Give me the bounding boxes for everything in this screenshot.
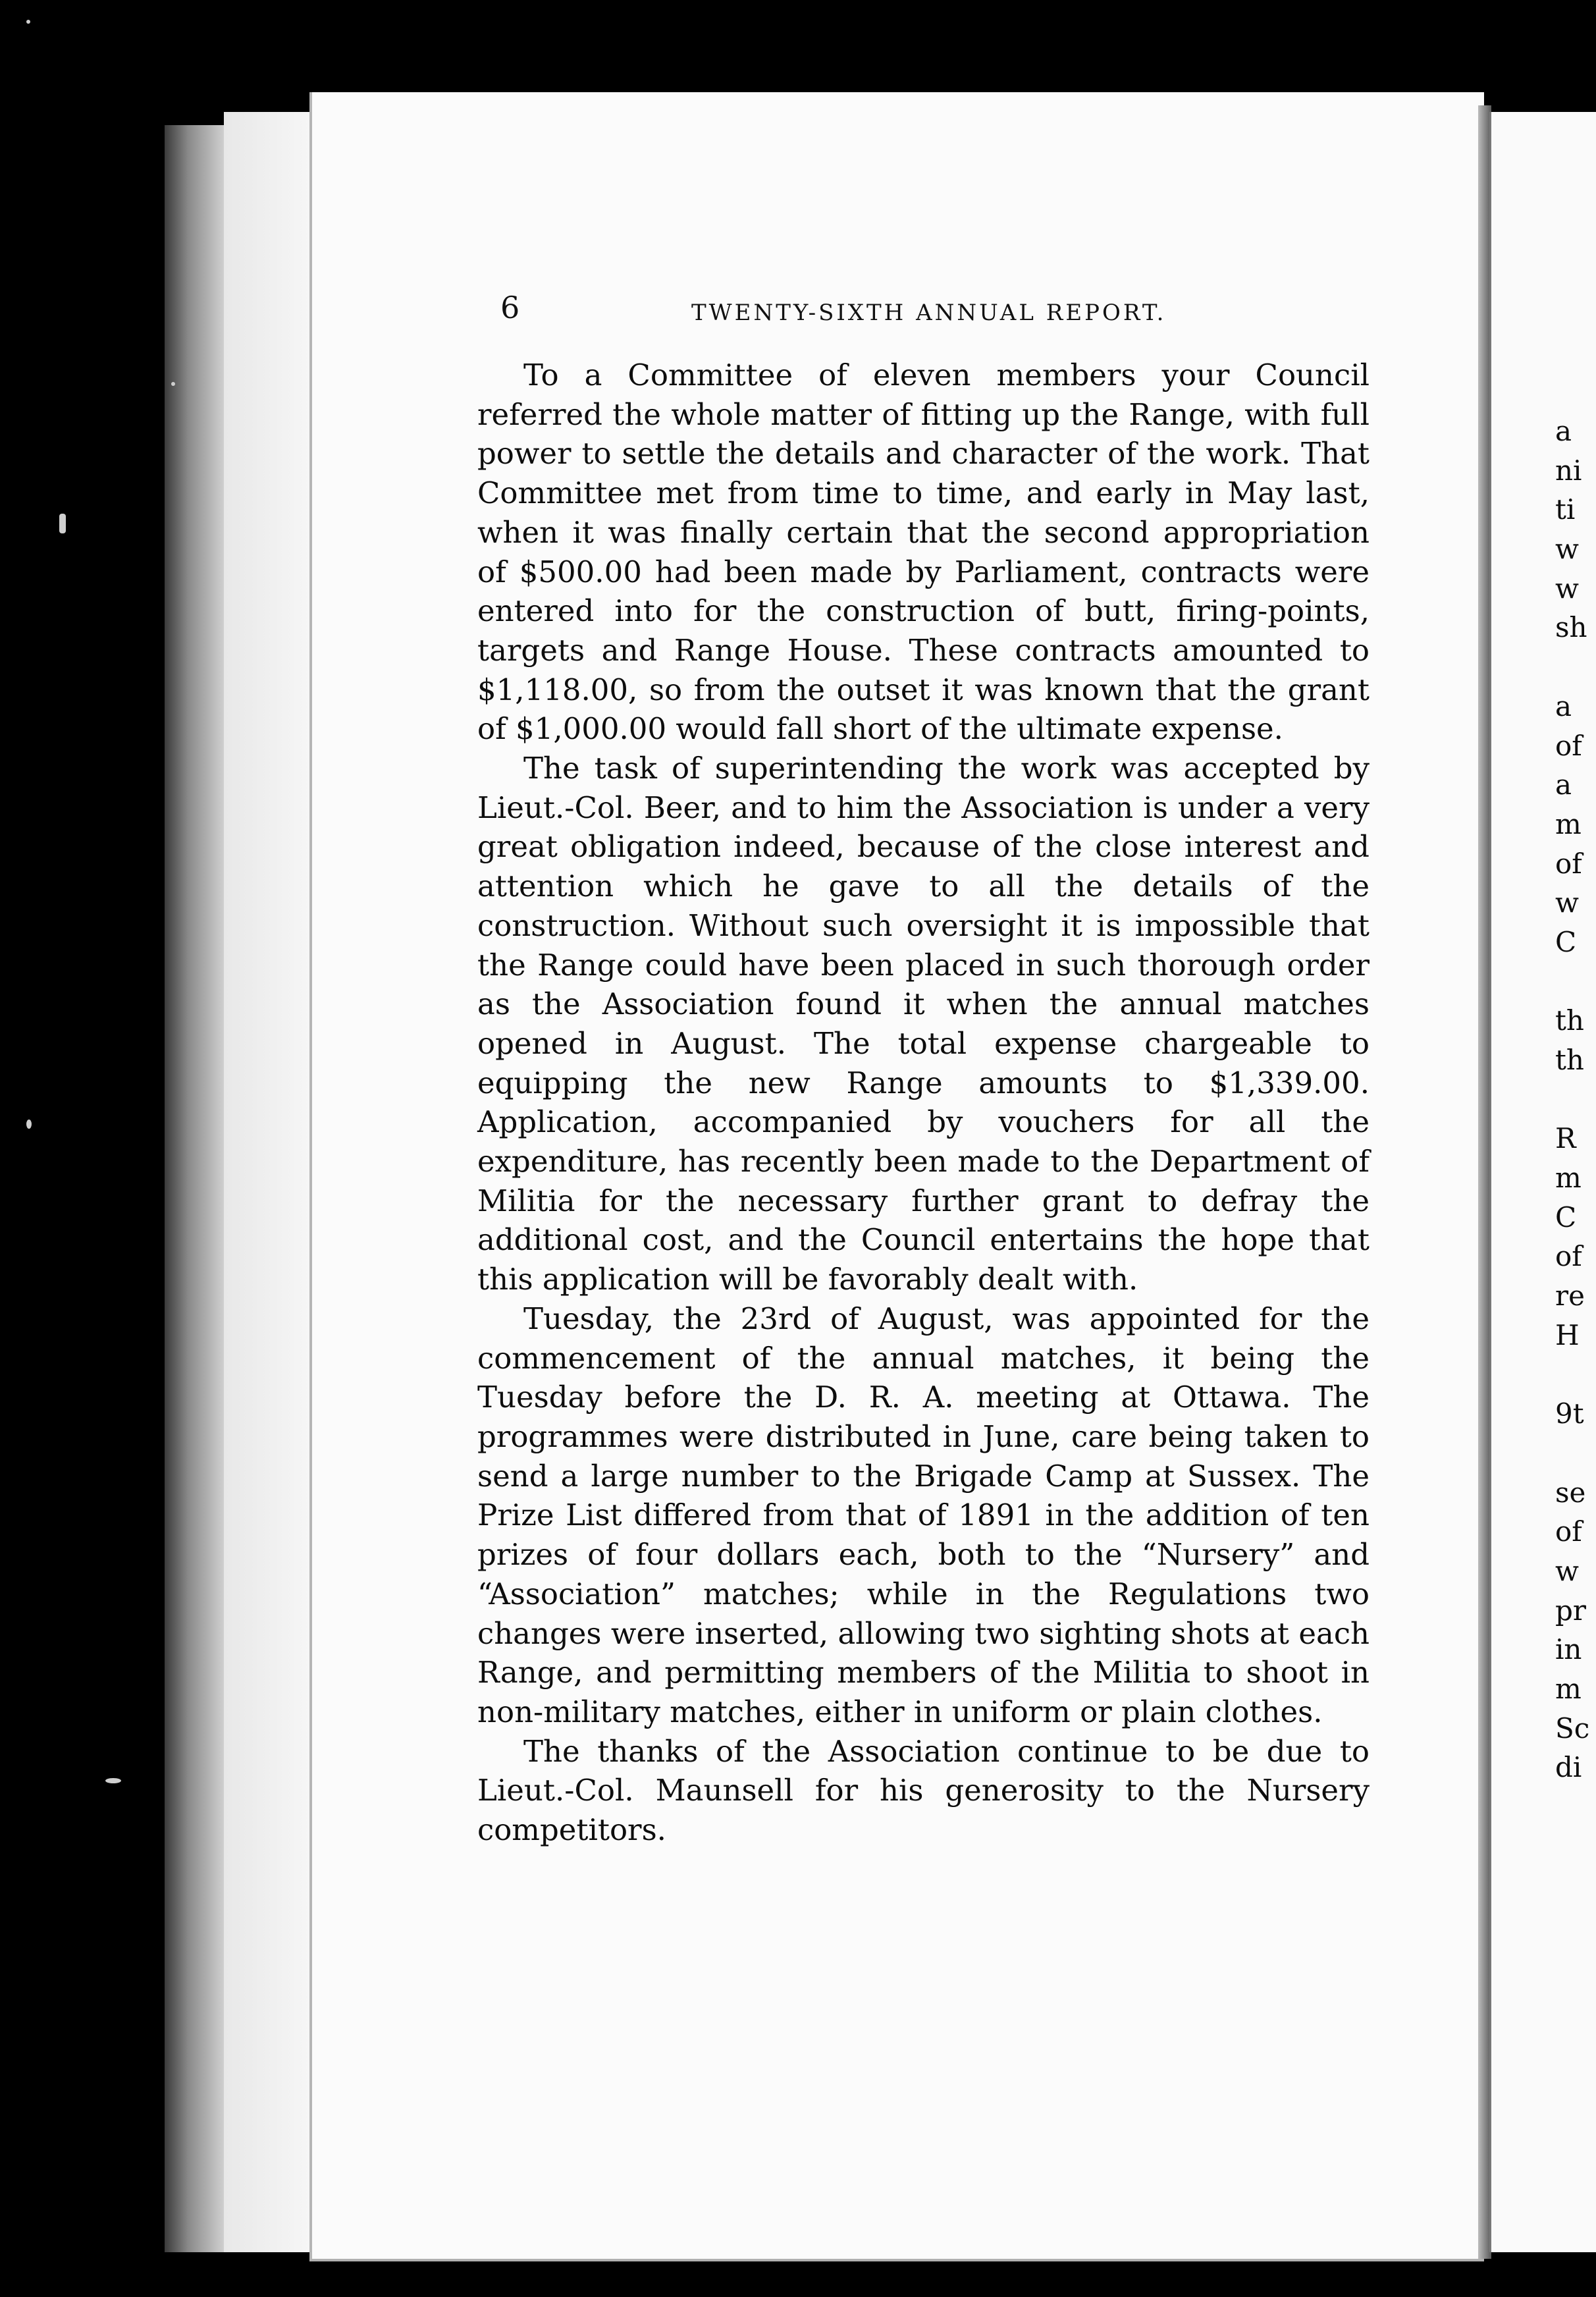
facing-page-fragment: th: [1555, 1004, 1584, 1037]
facing-page-fragment: [1555, 1355, 1596, 1395]
book-edge-shadow: [165, 125, 224, 2252]
book-edge-pages: [224, 112, 318, 2252]
facing-page-fragment: a: [1555, 689, 1572, 722]
facing-page-fragment: w: [1555, 1554, 1579, 1587]
facing-page-fragment: Sc: [1555, 1712, 1590, 1744]
running-head: TWENTY-SIXTH ANNUAL REPORT.: [691, 300, 1167, 326]
facing-page-fragment: sh: [1555, 611, 1587, 644]
facing-page-fragment: of: [1555, 729, 1582, 762]
facing-page-fragment: of: [1555, 847, 1582, 880]
body-text: [477, 356, 1370, 1850]
page-number: 6: [500, 290, 520, 325]
facing-page-fragment: w: [1555, 886, 1579, 919]
facing-page-fragment: di: [1555, 1751, 1582, 1784]
facing-page-fragment: w: [1555, 533, 1579, 566]
facing-page-fragment: [1555, 1434, 1596, 1473]
facing-page-fragment: ti: [1555, 493, 1576, 526]
facing-page-text-fragments: [1555, 412, 1596, 1787]
facing-page-fragment: pr: [1555, 1594, 1586, 1627]
facing-page-fragment: ni: [1555, 454, 1582, 487]
scan-speck: [171, 382, 175, 386]
scan-speck: [26, 20, 30, 24]
facing-page-fragment: se: [1555, 1476, 1586, 1509]
facing-page-fragment: a: [1555, 769, 1572, 801]
paragraph-2: The task of superintending the work was accepted by Lieut.-Col. Beer, and to him the Association is under a very great obligation indeed, because of the close interest and attention which he gave to all the details of the construction. Without such oversight it is impossible that the Range could have been placed in such thorough order as the Association found it when the annual matches opened in August. The total expense chargeable to equipping the new Range amounts to $1,339.00. Application, accompanied by vouchers for all the expenditure, has recently been made to the Department of Militia for the necessary further grant to defray the additional cost, and the Council entertains the hope that this application will be favorably dealt with.: [477, 751, 1370, 1297]
facing-page-fragment: w: [1555, 572, 1579, 605]
paragraph-3: Tuesday, the 23rd of August, was appointed for the commencement of the annual matches, it being the Tuesday before the D. R. A. meeting at Ottawa. The programmes were distributed in June, care being taken to send a large number to the Brigade Camp at Sussex. The Prize List differed from that of 1891 in the addition of ten prizes of four dollars each, both to the “Nursery” and “Association” matches; while in the Regulations two changes were inserted, allowing two sighting shots at each Range, and permitting members of the Militia to shoot in non-military matches, either in uniform or plain clothes.: [477, 1301, 1370, 1729]
facing-page-fragment: a: [1555, 415, 1572, 447]
facing-page-fragment: [1555, 962, 1596, 1002]
facing-page-fragment: [1555, 647, 1596, 687]
facing-page-fragment: R: [1555, 1122, 1576, 1155]
facing-page-fragment: H: [1555, 1318, 1580, 1351]
facing-page-fragment: m: [1555, 1162, 1582, 1195]
facing-page-fragment: of: [1555, 1240, 1582, 1273]
scan-speck: [26, 1120, 32, 1129]
paragraph-1: To a Committee of eleven members your Council referred the whole matter of fitting up the Range, with full power to settle the details and character of the work. That Committee met from time to time, and early in May last, when it was finally certain that the second appropriation of $500.00 had been made by Parliament, contracts were entered into for the construction of butt, firing-points, targets and Range House. These contracts amounted to $1,118.00, so from the outset it was known that the grant of $1,000.00 would fall short of the ultimate expense.: [477, 358, 1370, 747]
scan-speck: [59, 514, 66, 533]
paragraph-4: The thanks of the Association continue to be due to Lieut.-Col. Maunsell for his generosity to the Nursery competitors.: [477, 1733, 1370, 1848]
facing-page-fragment: m: [1555, 807, 1582, 840]
facing-page-fragment: th: [1555, 1044, 1584, 1076]
facing-page-fragment: C: [1555, 925, 1577, 958]
facing-page-fragment: re: [1555, 1280, 1585, 1312]
facing-page-fragment: [1555, 1080, 1596, 1120]
facing-page-fragment: C: [1555, 1201, 1577, 1233]
facing-page-fragment: in: [1555, 1633, 1582, 1666]
facing-page-fragment: of: [1555, 1515, 1582, 1548]
scan-speck: [105, 1778, 121, 1783]
facing-page-fragment: m: [1555, 1673, 1582, 1705]
facing-page-fragment: 9t: [1555, 1397, 1584, 1430]
